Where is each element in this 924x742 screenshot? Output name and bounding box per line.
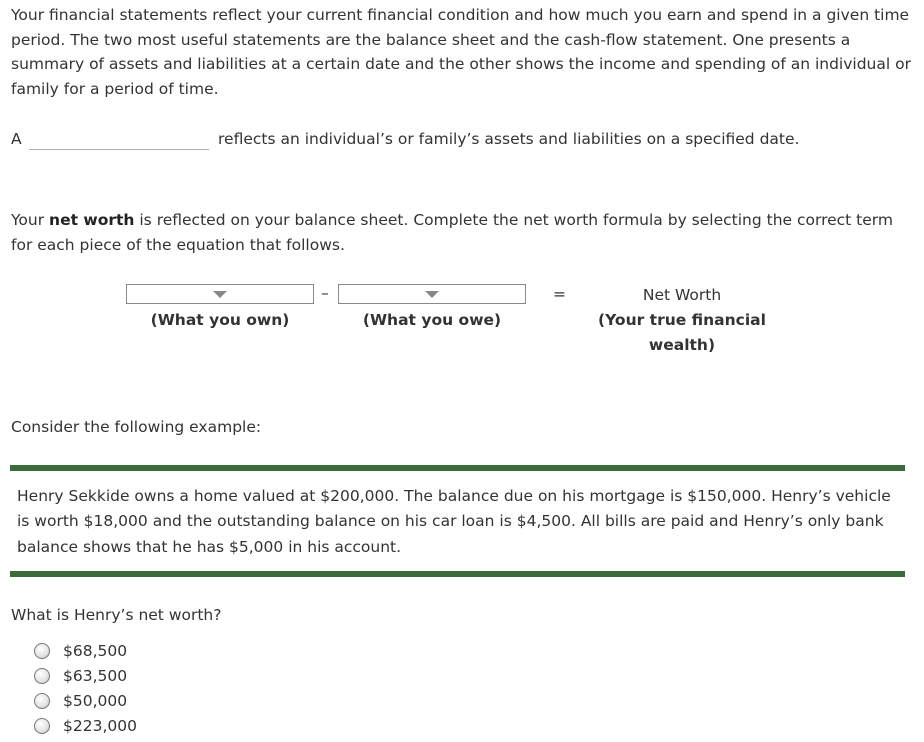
- fill-blank-lead: A: [11, 130, 22, 148]
- chevron-down-icon: [213, 291, 227, 298]
- net-worth-title: Net Worth: [642, 286, 722, 304]
- consider-text: Consider the following example:: [11, 418, 262, 436]
- what-you-owe-label: (What you owe): [362, 311, 502, 329]
- divider-top: [10, 465, 905, 471]
- question-text: What is Henry’s net worth?: [11, 606, 222, 624]
- radio-button[interactable]: [34, 718, 50, 734]
- answer-label: $223,000: [63, 717, 137, 735]
- fill-blank-row: [11, 128, 911, 154]
- liabilities-dropdown[interactable]: [338, 284, 526, 304]
- net-worth-sub-2: wealth): [648, 336, 716, 354]
- net-worth-result: [582, 283, 782, 358]
- example-text: Henry Sekkide owns a home valued at $200,000. The balance due on his mortgage is $150,000. Henry’s vehicle is worth $18,000 and the outstanding balance on his car loan is $4,500. All bills are paid and Henry’s only bank balance shows that he has $5,000 in his account.: [17, 487, 891, 556]
- radio-button[interactable]: [34, 668, 50, 684]
- chevron-down-icon: [425, 291, 439, 298]
- minus-sign: –: [321, 284, 329, 302]
- net-worth-sub-1: (Your true financial: [598, 311, 766, 329]
- assets-dropdown[interactable]: [126, 284, 314, 304]
- intro-paragraph: Your financial statements reflect your current financial condition and how much you earn and spend in a given time period. The two most useful statements are the balance sheet and the cash-flow statement. One presents a summary of assets and liabilities at a certain date and the other shows the income and spending of an individual or family for a period of time.: [11, 6, 911, 98]
- answer-label: $63,500: [63, 667, 128, 685]
- net-worth-bold-term: net worth: [49, 211, 135, 229]
- answer-label: $68,500: [63, 642, 128, 660]
- what-you-own-label: (What you own): [150, 311, 290, 329]
- net-worth-text-after: is reflected on your balance sheet. Complete the net worth formula by selecting the correct term for each piece of the equation that follows.: [11, 211, 893, 254]
- fill-blank-input[interactable]: [29, 149, 209, 150]
- divider-bottom: [10, 571, 905, 577]
- radio-button[interactable]: [34, 693, 50, 709]
- fill-blank-tail: reflects an individual’s or family’s assets and liabilities on a specified date.: [218, 130, 800, 148]
- net-worth-paragraph: [11, 208, 911, 257]
- answer-label: $50,000: [63, 692, 128, 710]
- equals-sign: =: [553, 285, 566, 303]
- radio-button[interactable]: [34, 643, 50, 659]
- net-worth-text-before: Your: [11, 211, 50, 229]
